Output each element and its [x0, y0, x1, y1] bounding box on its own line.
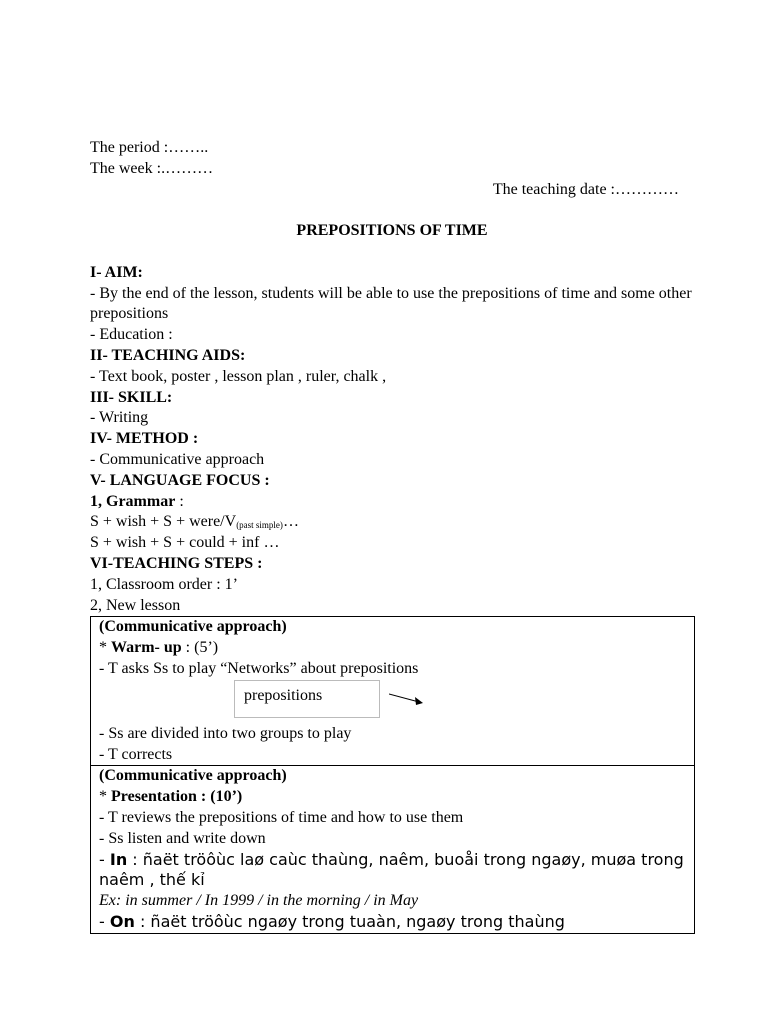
preposition-in-rule	[99, 850, 694, 892]
grammar-line-1-sub: (past simple)	[236, 520, 283, 531]
grammar-line-1-main: S + wish + S + were/V	[90, 513, 237, 531]
grammar-line-1	[90, 512, 694, 533]
preposition-on-rule	[99, 912, 694, 933]
week-line: The week :.………	[90, 159, 214, 177]
on-word: On	[109, 911, 135, 931]
presentation-heading	[99, 787, 694, 808]
presentation-line-2: - Ss listen and write down	[99, 829, 266, 847]
aim-text: - By the end of the lesson, students will be able to use the prepositions of time and some other prepositions	[90, 284, 692, 323]
teaching-date-line: The teaching date :…………	[492, 180, 679, 198]
network-word-box: prepositions	[234, 680, 380, 718]
lesson-plan-page	[90, 138, 694, 934]
warmup-heading	[99, 638, 694, 659]
presentation-cell	[90, 766, 695, 933]
language-focus-heading: V- LANGUAGE FOCUS :	[90, 471, 270, 489]
warmup-approach: (Communicative approach)	[99, 618, 287, 636]
on-text: : ñaët tröôùc ngaøy trong tuaàn, ngaøy trong thaùng	[134, 911, 565, 931]
step-2: 2, New lesson	[90, 596, 181, 614]
warmup-star: *	[99, 639, 111, 657]
teaching-steps-heading: VI-TEACHING STEPS :	[90, 554, 263, 572]
period-line: The period :……..	[90, 139, 209, 156]
aids-heading: II- TEACHING AIDS:	[90, 346, 246, 364]
in-word: In	[109, 849, 128, 869]
page-title: PREPOSITIONS OF TIME	[296, 222, 488, 240]
presentation-label: Presentation : (10’)	[111, 788, 243, 806]
grammar-line-2: S + wish + S + could + inf …	[90, 534, 280, 552]
warmup-line-3: - T corrects	[99, 745, 173, 763]
presentation-star: *	[99, 788, 111, 806]
aim-education: - Education :	[90, 326, 173, 344]
grammar-colon: :	[175, 492, 184, 510]
method-heading: IV- METHOD :	[90, 430, 199, 448]
skill-text: - Writing	[90, 409, 149, 427]
aim-heading: I- AIM:	[90, 263, 143, 281]
in-text: : ñaët tröôùc laø caùc thaùng, naêm, buoåi trong ngaøy, muøa trong naêm , thế kỉ	[99, 849, 684, 890]
network-arrow-icon	[389, 692, 429, 708]
in-dash: -	[99, 849, 110, 869]
on-dash: -	[99, 911, 110, 931]
example-line: Ex: in summer / In 1999 / in the morning / in May	[99, 892, 419, 910]
warmup-label: Warm- up	[111, 639, 182, 657]
step-1: 1, Classroom order : 1’	[90, 575, 238, 593]
warmup-time: : (5’)	[181, 639, 219, 657]
grammar-label: 1, Grammar	[90, 492, 176, 510]
skill-heading: III- SKILL:	[90, 388, 173, 406]
grammar-label-line	[90, 492, 694, 513]
warmup-cell	[90, 616, 695, 766]
warmup-line-2: - Ss are divided into two groups to play	[99, 724, 352, 742]
aids-text: - Text book, poster , lesson plan , ruler, chalk ,	[90, 367, 387, 385]
method-text: - Communicative approach	[90, 450, 265, 468]
presentation-line-1: - T reviews the prepositions of time and how to use them	[99, 808, 464, 826]
network-diagram	[99, 680, 694, 724]
warmup-line-1: - T asks Ss to play “Networks” about prepositions	[99, 659, 419, 677]
presentation-approach: (Communicative approach)	[99, 767, 287, 785]
grammar-line-1-end: …	[282, 513, 299, 531]
